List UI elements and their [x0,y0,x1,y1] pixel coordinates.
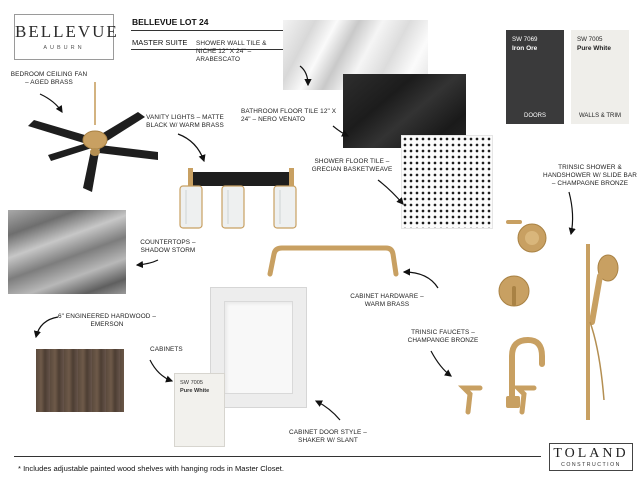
shower-head-image [508,222,546,252]
slide-bar-handshower-image [588,244,618,420]
chip-code: SW 7005 [180,380,204,386]
label-countertops: COUNTERTOPS – SHADOW STORM [140,239,196,254]
swatch-use: DOORS [523,113,546,119]
label-bathroom-floor-tile: BATHROOM FLOOR TILE 12" X 24" – NERO VENATO [241,108,337,123]
arrow-hardwood [36,317,58,337]
lot-title: BELLEVUE LOT 24 [132,17,209,27]
arrow-faucets [431,351,451,376]
room-title: MASTER SUITE [132,38,188,47]
faucet-image [464,340,542,412]
vanity-light-image [180,168,296,228]
footnote: * Includes adjustable painted wood shelves with hanging rods in Master Closet. [18,464,284,473]
shower-valve-image [499,276,529,306]
arrow-countertops [137,260,158,265]
logo-sub: AUBURN [43,45,85,51]
arrow-shower-handshower [569,192,573,234]
label-cabinets: CABINETS [150,346,183,353]
swatch-use: WALLS & TRIM [578,113,621,119]
builder-sub: CONSTRUCTION [561,462,621,468]
cabinet-pull-image [270,248,396,274]
toland-logo [549,443,633,471]
label-faucets: TRINSIC FAUCETS – CHAMPANGE BRONZE [407,329,479,344]
label-vanity-lights: VANITY LIGHTS – MATTE BLACK W/ WARM BRASS [146,114,224,129]
footer-divider [14,456,541,457]
label-door-style: CABINET DOOR STYLE – SHAKER W/ SLANT [289,429,367,444]
logo-brand: BELLEVUE [15,22,119,41]
arrow-cabinet-hardware [404,272,438,288]
swatch-name: Pure White [577,45,611,52]
arrow-door-style [316,401,340,420]
builder-name: TOLAND [553,446,629,461]
label-ceiling-fan: BEDROOM CEILING FAN – AGED BRASS [10,71,88,86]
arrow-shower-wall-tile [300,66,308,85]
swatch-code: SW 7005 [577,36,603,43]
chip-name: Pure White [180,388,210,394]
swatch-name: Iron Ore [512,45,538,52]
arrow-vanity-lights [178,134,204,161]
arrow-cabinets [150,360,172,381]
label-cabinet-hardware: CABINET HARDWARE – WARM BRASS [350,293,424,308]
label-shower-floor-tile: SHOWER FLOOR TILE – GRECIAN BASKETWEAVE [311,158,393,173]
label-hardwood: 6" ENGINEERED HARDWOOD – EMERSON [57,313,157,328]
arrow-shower-floor-tile [378,180,403,204]
label-shower-wall-tile: SHOWER WALL TILE & NICHE 12" X 24" – ARABESCATO [196,40,267,63]
swatch-code: SW 7069 [512,36,538,43]
arrow-ceiling-fan [40,94,62,112]
arrow-bathroom-floor-tile [333,126,348,136]
label-shower-handshower: TRINSIC SHOWER & HANDSHOWER W/ SLIDE BAR – CHAMPAGNE BRONZE [543,164,637,187]
